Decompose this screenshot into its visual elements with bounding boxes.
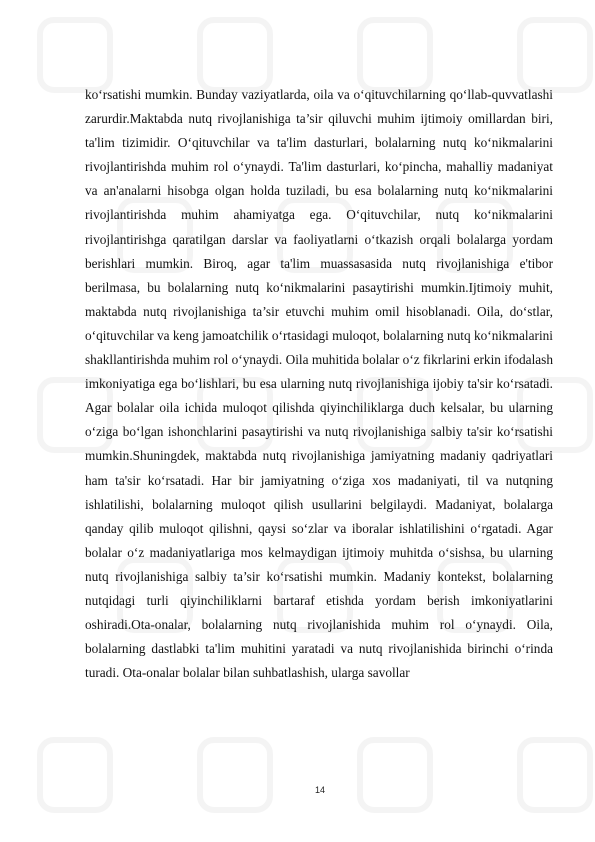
body-paragraph: ko‘rsatishi mumkin. Bunday vaziyatlarda, oila va o‘qituvchilarning qo‘llab-quvvatlashi zarurdir.Maktabda nutq rivojlanishiga ta’sir qiluvchi muhim ijtimoiy omillardan biri, ta'lim tizimidir. O‘qituvchilar va ta'lim dasturlari, bolalarning nutq ko‘nikmalarini rivojlantirishda muhim rol o‘ynaydi. Ta'lim dasturlari, ko‘pincha, mahalliy madaniyat va an'analarni hisobga olgan holda tuziladi, bu esa bolalarning nutq ko‘nikmalarini rivojlantirishda muhim ahamiyatga ega. O‘qituvchilar, nutq ko‘nikmalarini rivojlantirishga qaratilgan darslar va faoliyatlarni o‘tkazish orqali bolalarga yordam berishlari mumkin. Biroq, agar ta'lim muassasasida nutq rivojlanishiga e'tibor berilmasa, bu bolalarning nutq ko‘nikmalarini pasaytirishi mumkin.Ijtimoiy muhit, maktabda nutq rivojlanishiga ta’sir etuvchi muhim omil hisoblanadi. Oila, do‘stlar, o‘qituvchilar va keng jamoatchilik o‘rtasidagi muloqot, bolalarning nutq ko‘nikmalarini shakllantirishda muhim rol o‘ynaydi. Oila muhitida bolalar o‘z fikrlarini erkin ifodalash imkoniyatiga ega bo‘lishlari, bu esa ularning nutq rivojlanishiga ijobiy ta'sir ko‘rsatadi. Agar bolalar oila ichida muloqot qilishda qiyinchiliklarga duch kelsalar, bu ularning o‘ziga bo‘lgan ishonchlarini pasaytirishi va nutq rivojlanishiga salbiy ta'sir ko‘rsatishi mumkin.Shuningdek, maktabda nutq rivojlanishiga jamiyatning madaniy qadriyatlari ham ta'sir ko‘rsatadi. Har bir jamiyatning o‘ziga xos madaniyati, til va nutqning ishlatilishi, bolalarning muloqot qilish usullarini belgilaydi. Madaniyat, bolalarga qanday qilib muloqot qilishni, qaysi so‘zlar va iboralar ishlatilishini o‘rgatadi. Agar bolalar o‘z madaniyatlariga mos kelmaydigan ijtimoiy muhitda o‘sishsa, bu ularning nutq rivojlanishiga salbiy ta’sir ko‘rsatishi mumkin. Madaniy kontekst, bolalarning nutqidagi turli qiyinchiliklarni bartaraf etishda yordam berish imkoniyatlarini oshiradi.Ota-onalar, bolalarning nutq rivojlanishida muhim rol o‘ynaydi. Oila, bolalarning dastlabki ta'lim muhitini yaratadi va nutq rivojlanishida birinchi o‘rinda turadi. Ota-onalar bolalar bilan suhbatlashish, ularga savollar: [85, 87, 553, 681]
page-number: 14: [314, 785, 325, 795]
